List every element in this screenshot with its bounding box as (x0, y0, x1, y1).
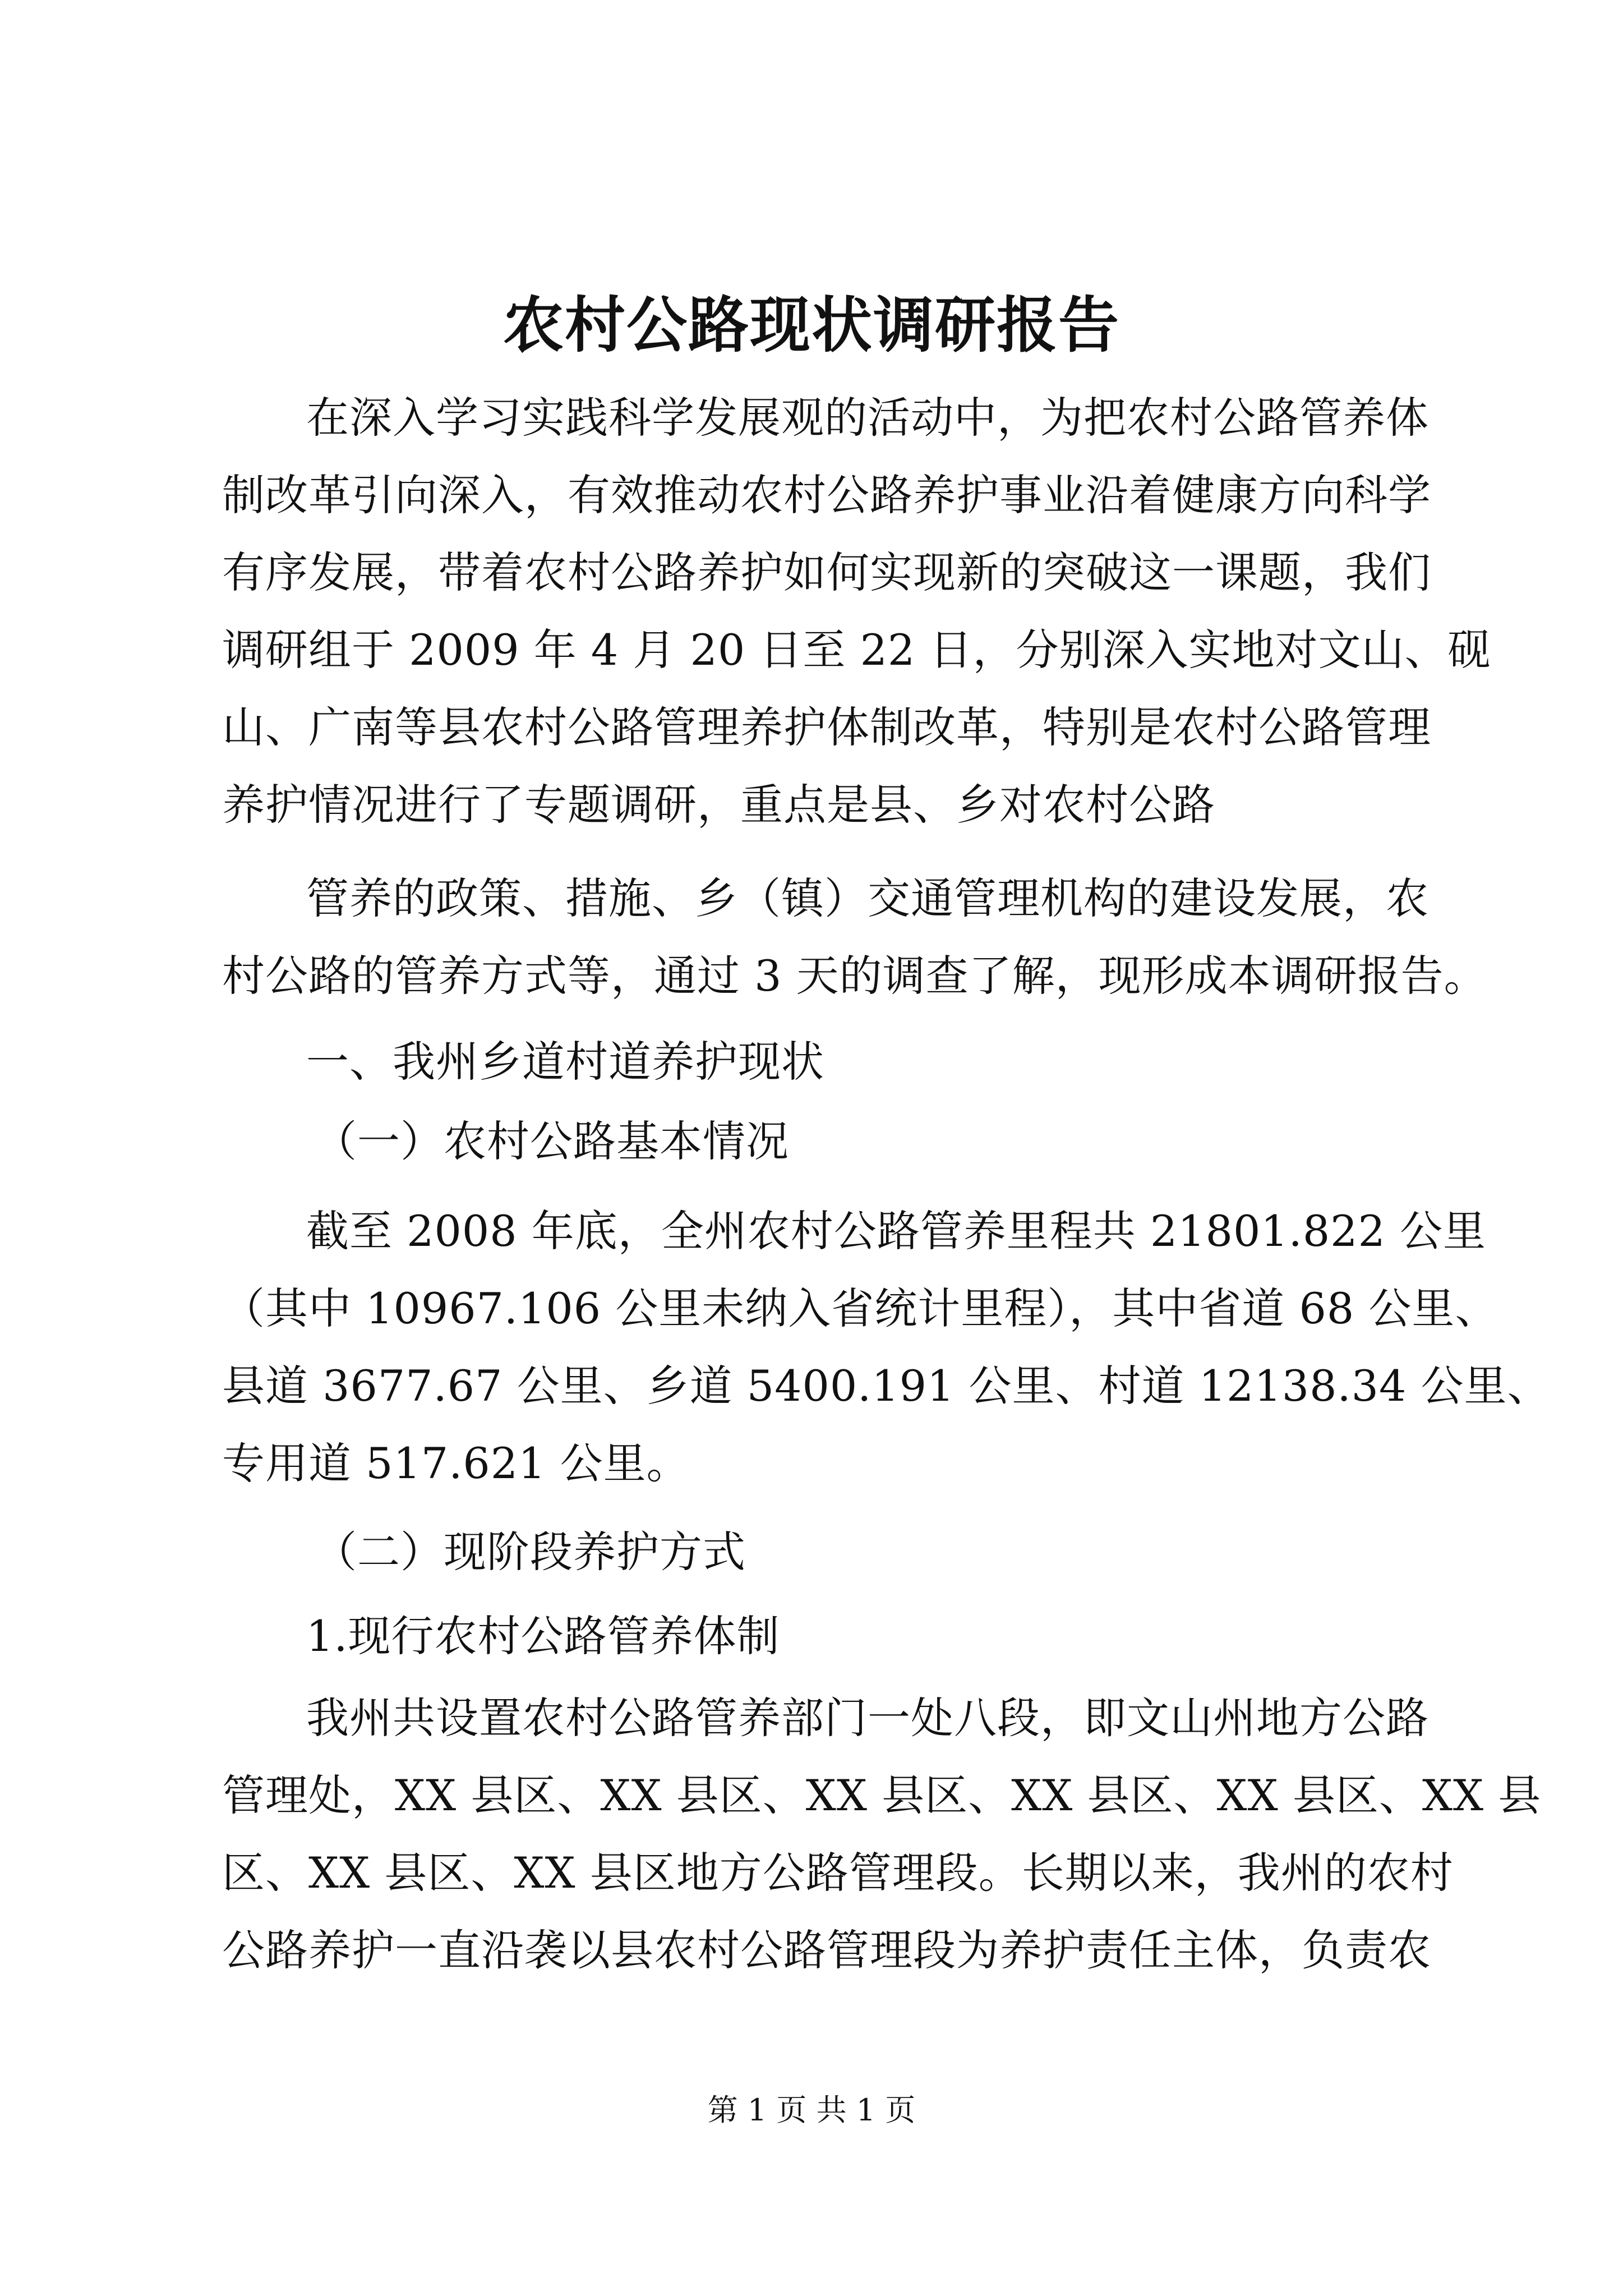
paragraph-line: 管养的政策、措施、乡（镇）交通管理机构的建设发展，农 (306, 873, 1429, 923)
paragraph-line: 县道 3677.67 公里、乡道 5400.191 公里、村道 12138.34 公里、 (222, 1361, 1551, 1411)
section-heading: 一、我州乡道村道养护现状 (306, 1037, 824, 1087)
paragraph-line: 专用道 517.621 公里。 (222, 1438, 690, 1488)
page-footer: 第 1 页 共 1 页 (707, 2092, 916, 2128)
subsection-heading: （二）现阶段养护方式 (314, 1527, 746, 1577)
paragraph-line: 养护情况进行了专题调研，重点是县、乡对农村公路 (222, 780, 1215, 830)
paragraph-line: 调研组于 2009 年 4 月 20 日至 22 日，分别深入实地对文山、砚 (222, 625, 1491, 675)
paragraph-line: 管理处，XX 县区、XX 县区、XX 县区、XX 县区、XX 县区、XX 县 (222, 1770, 1542, 1820)
paragraph-line: 在深入学习实践科学发展观的活动中，为把农村公路管养体 (306, 393, 1429, 443)
paragraph-line: 山、广南等县农村公路管理养护体制改革，特别是农村公路管理 (222, 702, 1431, 752)
paragraph-line: 制改革引向深入，有效推动农村公路养护事业沿着健康方向科学 (222, 470, 1431, 520)
paragraph-line: 村公路的管养方式等，通过 3 天的调查了解，现形成本调研报告。 (222, 951, 1487, 1001)
paragraph-line: 区、XX 县区、XX 县区地方公路管理段。长期以来，我州的农村 (222, 1848, 1454, 1898)
paragraph-line: 截至 2008 年底，全州农村公路管养里程共 21801.822 公里 (306, 1206, 1487, 1256)
paragraph-line: 我州共设置农村公路管养部门一处八段，即文山州地方公路 (306, 1693, 1429, 1743)
paragraph-line: 有序发展，带着农村公路养护如何实现新的突破这一课题，我们 (222, 547, 1431, 597)
subsection-heading: （一）农村公路基本情况 (314, 1116, 789, 1166)
item-heading: 1.现行农村公路管养体制 (306, 1611, 780, 1661)
paragraph-line: 公路养护一直沿袭以县农村公路管理段为养护责任主体，负责农 (222, 1925, 1431, 1975)
paragraph-line: （其中 10967.106 公里未纳入省统计里程），其中省道 68 公里、 (222, 1283, 1498, 1333)
document-title: 农村公路现状调研报告 (502, 290, 1120, 361)
